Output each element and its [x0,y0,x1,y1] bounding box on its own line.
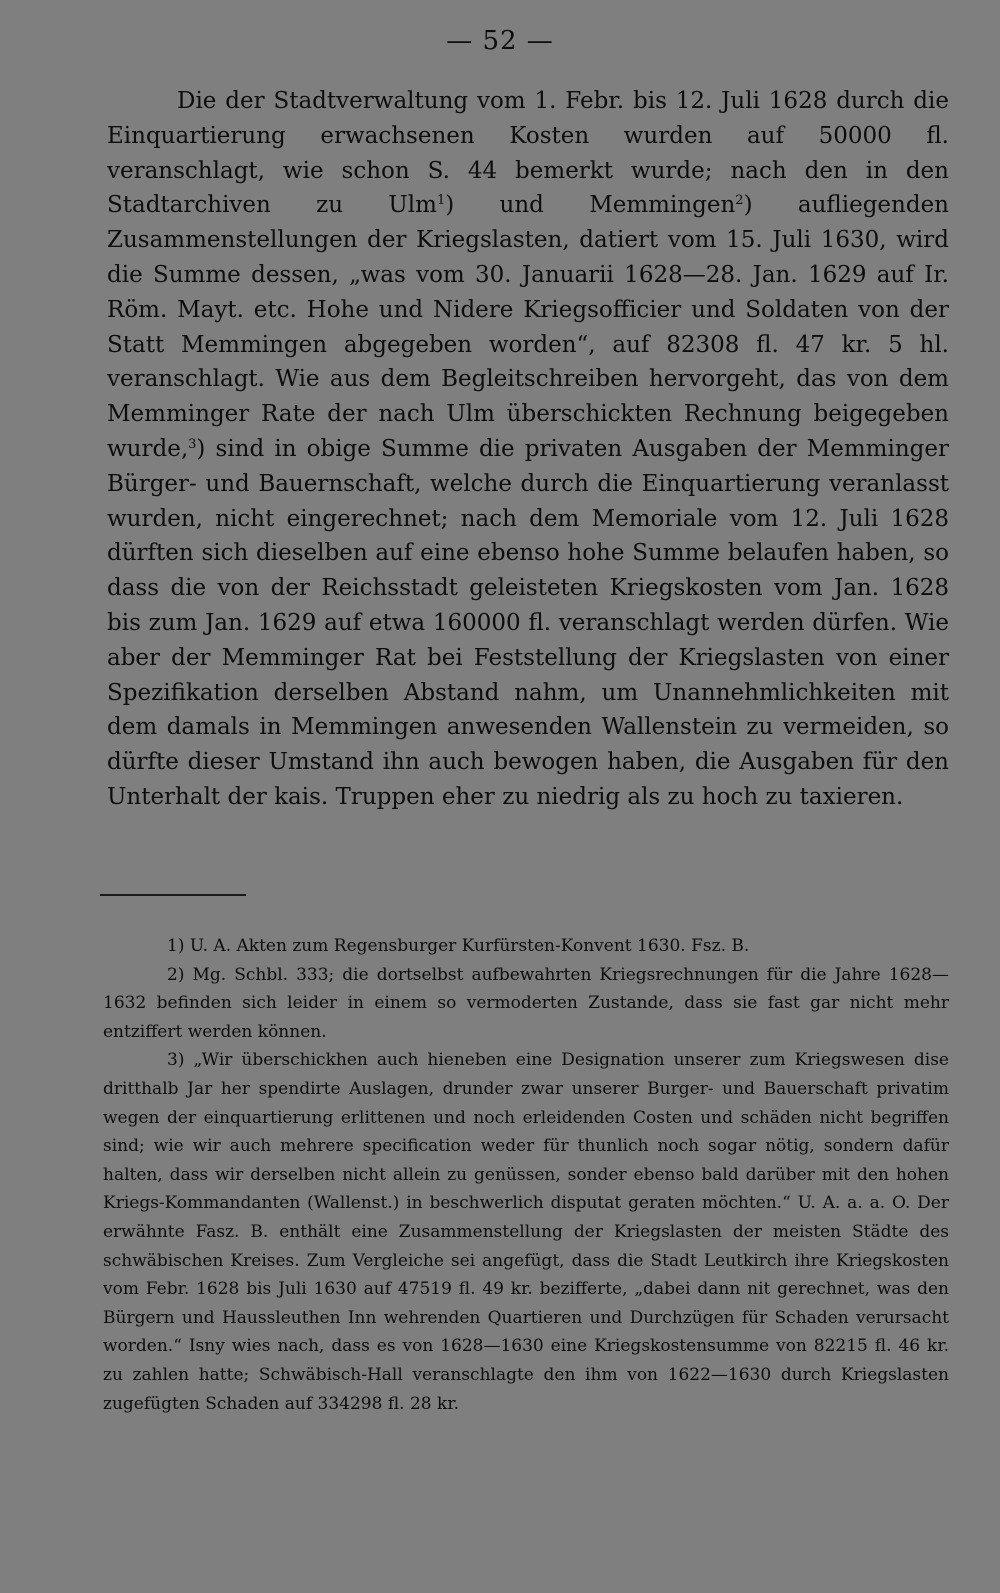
text-run: Die der Stadtverwaltung vom 1. Febr. bis 12. Juli 1628 durch die Einquartierung erwachsenen Kosten wurden auf 50000 fl. veranschlagt, wie schon S. 44 bemerkt wurde; nach den in den Stadtarchiven zu Ulm [107,88,949,219]
footnote-ref-3: 3 [188,436,197,452]
footnote-2: 2) Mg. Schbl. 333; die dortselbst aufbewahrten Kriegsrechnungen für die Jahre 1628—1632 befinden sich leider in einem so vermoderten Zustande, dass sie fast gar nicht mehr entziffert werden können. [103,964,949,1042]
footnote-ref-2: 2 [735,193,744,209]
text-run: ) aufliegenden Zusammenstellungen der Kriegslasten, datiert vom 15. Juli 1630, wird die Summe dessen, „was vom 30. Januarii 1628—28. Jan. 1629 auf Ir. Röm. Mayt. etc. Hohe und Nidere Kriegsofficier und Soldaten von der Statt Memmingen abgegeben worden“, auf 82308 fl. 47 kr. 5 hl. veranschlagt. Wie aus dem Begleitschreiben hervorgeht, das von dem Memminger Rate der nach Ulm überschickten Rechnung beigegeben wurde, [107,192,949,462]
text-run: ) und Memmingen [445,192,736,219]
footnote-separator [100,894,246,896]
footnote-1: 1) U. A. Akten zum Regensburger Kurfürsten-Konvent 1630. Fsz. B. [167,936,750,956]
footnote-3: 3) „Wir überschickhen auch hieneben eine Designation unserer zum Kriegswesen dise dritthalb Jar her spendirte Auslagen, drunder zwar unserer Burger- und Bauerschaft privatim wegen der einquartierung erlittenen und noch erleidenden Costen und schäden nicht begriffen sind; wie wir auch mehrere specification weder für thunlich noch sogar nötig, sondern dafür halten, dass wir derselben nicht allein zu genüssen, sonder ebenso bald darüber mit den hohen Kriegs-Kommandanten (Wallenst.) in beschwerlich disputat geraten möchten.“ U. A. a. a. O. Der erwähnte Fasz. B. enthält eine Zusammenstellung der Kriegslasten der meisten Städte des schwäbischen Kreises. Zum Vergleiche sei angefügt, dass die Stadt Leutkirch ihre Kriegskosten vom Febr. 1628 bis Juli 1630 auf 47519 fl. 49 kr. bezifferte, „dabei dann nit gerechnet, was den Bürgern und Haussleuthen Inn wehrenden Quartieren und Durchzügen für Schaden verursacht worden.“ Isny wies nach, dass es von 1628—1630 eine Kriegskostensumme von 82215 fl. 46 kr. zu zahlen hatte; Schwäbisch-Hall veranschlagte den ihm von 1622—1630 durch Kriegslasten zugefügten Schaden auf 334298 fl. 28 kr. [103,1050,949,1414]
footnotes [103,932,949,1418]
footnote-ref-1: 1 [436,193,446,209]
main-paragraph [107,84,949,815]
text-run: ) sind in obige Summe die privaten Ausgaben der Memminger Bürger- und Bauernschaft, welche durch die Einquartierung veranlasst wurden, nicht eingerechnet; nach dem Memoriale vom 12. Juli 1628 dürften sich dieselben auf eine ebenso hohe Summe belaufen haben, so dass die von der Reichsstadt geleisteten Kriegskosten vom Jan. 1628 bis zum Jan. 1629 auf etwa 160000 fl. veranschlagt werden dürfen. Wie aber der Memminger Rat bei Feststellung der Kriegslasten von einer Spezifikation derselben Abstand nahm, um Unannehmlichkeiten mit dem damals in Memmingen anwesenden Wallenstein zu vermeiden, so dürfte dieser Umstand ihn auch bewogen haben, die Ausgaben für den Unterhalt der kais. Truppen eher zu niedrig als zu hoch zu taxieren. [107,435,949,810]
main-text [107,84,949,815]
page-number: — 52 — [446,26,554,56]
